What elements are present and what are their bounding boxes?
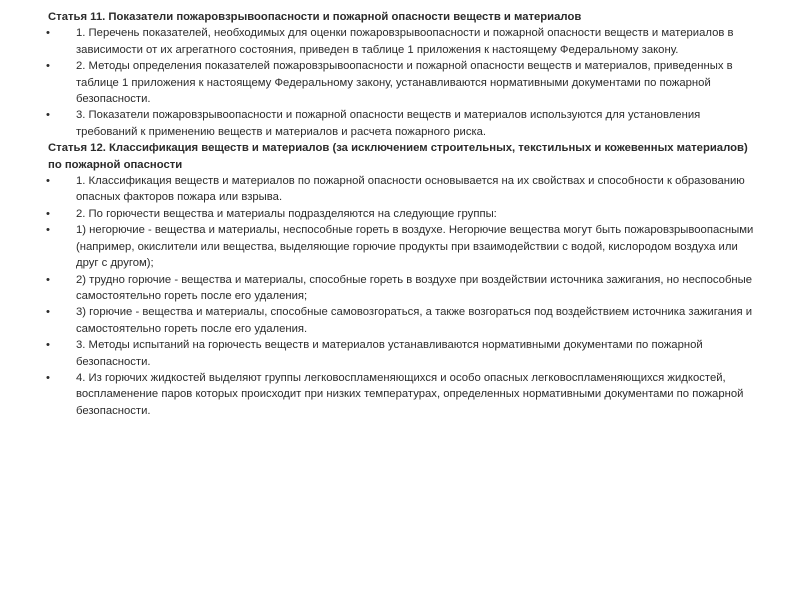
article-12-heading: Статья 12. Классификация веществ и материалов (за исключением строительных, текстильных и кожевенных материалов) по пожарной опасности <box>48 142 748 171</box>
article-11-heading: Статья 11. Показатели пожаровзрывоопасности и пожарной опасности веществ и материалов <box>48 11 582 23</box>
bullet-marker: • <box>46 273 50 286</box>
list-item-text: 3. Показатели пожаровзрывоопасности и пожарной опасности веществ и материалов используются для установления требований к применению веществ и материалов и расчета пожарного риска. <box>76 109 701 138</box>
bullet-marker: • <box>46 207 50 220</box>
bullet-marker: • <box>46 339 50 352</box>
list-item-text: 2. По горючести вещества и материалы подразделяются на следующие группы: <box>76 207 497 220</box>
list-item <box>48 337 763 370</box>
list-item-text: 1. Классификация веществ и материалов по пожарной опасности основывается на их свойствах и способности к образованию опасных факторов пожара или взрыва. <box>76 175 745 204</box>
bullet-marker: • <box>46 60 50 73</box>
bullet-marker: • <box>46 224 50 237</box>
list-item-text: 4. Из горючих жидкостей выделяют группы легковоспламеняющихся и особо опасных легковоспламеняющихся жидкостей, воспламенение паров которых происходит при низких температурах, определенных нормативными документами по пожарной безопасности. <box>76 371 744 417</box>
bullet-marker: • <box>46 175 50 188</box>
bullet-marker: • <box>46 371 50 384</box>
list-item-text: 2) трудно горючие - вещества и материалы, способные гореть в воздухе при воздействии источника зажигания, но неспособные самостоятельно гореть после его удаления; <box>76 273 753 302</box>
list-item <box>48 58 763 107</box>
document-body <box>48 9 763 419</box>
list-item-text: 3) горючие - вещества и материалы, способные самовозгораться, а также возгораться под воздействием источника зажигания и самостоятельно гореть после его удаления. <box>76 306 753 335</box>
list-item-text: 1. Перечень показателей, необходимых для оценки пожаровзрывоопасности и пожарной опасности веществ и материалов в зависимости от их агрегатного состояния, приведен в таблице 1 приложения к настоящему Федеральному закону. <box>76 27 734 56</box>
list-item-text: 2. Методы определения показателей пожаровзрывоопасности и пожарной опасности веществ и материалов, приведенных в таблице 1 приложения к настоящему Федеральному закону, устанавливаются нормативными документами по пожарной безопасности. <box>76 60 733 106</box>
list-item-text: 3. Методы испытаний на горючесть веществ и материалов устанавливаются нормативными документами по пожарной безопасности. <box>76 339 703 368</box>
list-item <box>48 206 763 222</box>
bullet-marker: • <box>46 109 50 122</box>
list-item <box>48 173 763 206</box>
list-item <box>48 272 763 305</box>
list-item <box>48 25 763 58</box>
list-item <box>48 304 763 337</box>
bullet-marker: • <box>46 27 50 40</box>
list-item <box>48 222 763 271</box>
list-item <box>48 370 763 419</box>
list-item <box>48 107 763 140</box>
bullet-marker: • <box>46 306 50 319</box>
list-item-text: 1) негорючие - вещества и материалы, неспособные гореть в воздухе. Негорючие вещества могут быть пожаровзрывоопасными (например, окислители или вещества, выделяющие горючие продукты при взаимодействии с водой, кислородом воздуха или друг с другом); <box>76 224 754 270</box>
